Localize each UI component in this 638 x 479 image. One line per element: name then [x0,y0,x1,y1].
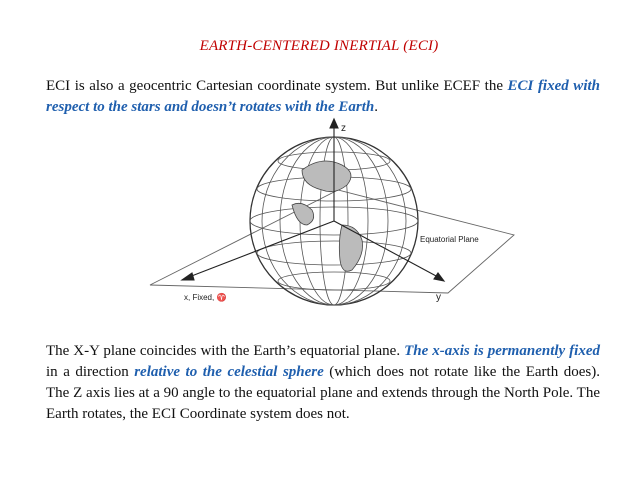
body-highlight-x-axis-fixed: The x-axis is permanently fixed [404,343,600,359]
eci-diagram [142,115,522,337]
intro-text-1: ECI is also a geocentric Cartesian coordinate system. But unlike ECEF the [46,78,508,94]
intro-highlight-eci-fixed: ECI fixed with respect to the stars and doesn’t rotates with the Earth [46,78,600,115]
z-axis-label: z [341,123,346,134]
body-highlight-celestial-sphere: relative to the celestial sphere [134,364,324,380]
intro-paragraph [46,76,600,118]
intro-text-2: . [374,99,378,115]
body-text-2: in a direction [46,364,135,380]
body-paragraph [46,341,600,425]
x-axis-label: x, Fixed, ♈ [184,293,227,302]
slide-title: EARTH-CENTERED INERTIAL (ECI) [199,38,439,54]
y-axis-label: y [436,292,441,303]
equatorial-plane-label: Equatorial Plane [420,235,479,244]
body-text-1: The X-Y plane coincides with the Earth’s equatorial plane. [46,343,405,359]
body-text-3: (which does not rotate like the Earth does). The Z axis lies at a 90 angle to the equatorial plane and extends through the North Pole. The Earth rotates, the ECI Coordinate system does not. [46,364,600,422]
